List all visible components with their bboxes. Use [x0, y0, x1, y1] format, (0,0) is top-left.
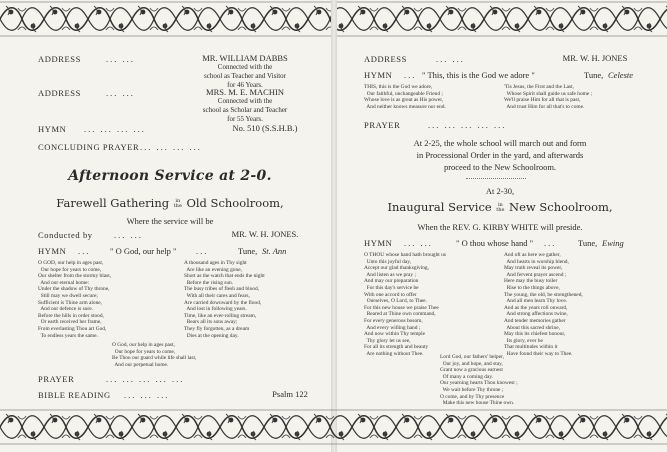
address-label: ADDRESS: [38, 54, 81, 64]
hymn-label: HYMN: [364, 238, 393, 248]
leader-dots: ... ...: [106, 88, 135, 98]
hymn-final-verse: O God, our help in ages past, Our hope for years to come, Be Thou our guard while life shall last, And our perpetual home.: [112, 342, 197, 368]
conductor-name: MR. W. H. JONES.: [231, 229, 299, 239]
prayer-label: PRAYER: [364, 120, 401, 130]
leader-dots: ... ... ... ...: [140, 142, 202, 152]
center-fold: [331, 0, 337, 452]
conducted-label: Conducted by: [38, 230, 93, 240]
leader-dots: ... ...: [436, 54, 465, 64]
leader-dots: ... ...: [106, 54, 135, 64]
psalm-reference: Psalm 122: [272, 389, 308, 399]
address-label: ADDRESS: [364, 54, 407, 64]
leader-dots: ...: [404, 70, 417, 80]
speaker-block: [170, 54, 320, 90]
leader-dots: ... ...: [114, 230, 143, 240]
heading-suffix: Old Schoolroom,: [186, 196, 284, 210]
speaker-block: [170, 88, 320, 124]
leader-dots: ... ... ... ...: [84, 124, 146, 134]
where-text: Where the service will be: [126, 216, 214, 226]
tune-label: Tune,: [578, 238, 598, 248]
leader-dots: ... ... ... ... ...: [428, 120, 507, 130]
speaker-line: for 55 Years.: [227, 115, 263, 123]
bible-label: BIBLE READING: [38, 390, 111, 400]
speaker-line: for 46 Years.: [227, 81, 263, 89]
bottom-ornamental-border: [0, 408, 667, 446]
heading-prefix: Inaugural Service: [387, 200, 492, 214]
hymn-title: " This, this is the God we adore ": [422, 70, 535, 80]
march-line: in Processional Order in the yard, and afterwards: [416, 150, 584, 160]
speaker-name: MRS. M. E. MACHIN: [206, 87, 284, 97]
presider-text: When the REV. G. KIRBY WHITE will preside.: [417, 222, 583, 232]
hymn-verses-col2: 'Tis Jesus, the First and the Last, Whose Spirit shall guide us safe home ; We'll praise Him for all that is past, And trust Him for all that's to come.: [504, 84, 593, 110]
afternoon-heading: Afternoon Service at 2-0.: [68, 168, 272, 184]
in-the: in the: [496, 202, 505, 213]
tune-label: Tune,: [238, 246, 258, 256]
right-page: [344, 40, 656, 406]
speaker-name: MR. W. H. JONES: [562, 53, 628, 63]
section-divider: [466, 178, 526, 183]
prayer-label: CONCLUDING PRAYER: [38, 142, 140, 152]
hymn-label: HYMN: [38, 124, 67, 134]
address-label: ADDRESS: [38, 88, 81, 98]
inaugural-heading: [344, 200, 656, 214]
heading-suffix: New Schoolroom,: [509, 200, 613, 214]
in-the: in the: [173, 198, 182, 209]
leader-dots: ... ... ...: [124, 390, 170, 400]
hymn-label: HYMN: [364, 70, 393, 80]
speaker-line: school as Teacher and Visitor: [203, 72, 287, 80]
leader-dots: ...: [196, 246, 209, 256]
march-line: At 2-25, the whole school will march out and form: [413, 138, 587, 148]
hymn-verses-col1: O GOD, our help in ages past, Our hope for years to come, Our shelter from the stormy blast, And our eternal home: Under the shadow of Thy throne, Still may we dwell secure; Sufficient is Thine arm alone, And our defence is sure. Before the hills in order stood, Or earth received her frame, From everlasting Thou art God, To endless years the same.: [38, 260, 112, 339]
heading-prefix: Farewell Gathering: [56, 196, 170, 210]
farewell-heading: [14, 196, 326, 210]
tune-name: Celeste: [608, 70, 634, 80]
tune-label: Tune,: [584, 70, 604, 80]
hymn-title: " O God, our help ": [110, 246, 177, 256]
tune-name: St. Ann: [262, 246, 287, 256]
hymn-number: No. 510 (S.S.H.B.): [232, 123, 298, 133]
speaker-line: Connected with the: [217, 97, 273, 105]
hymn-verses-col2: A thousand ages in Thy sight Are like an evening gone, Short as the watch that ends the night Before the rising sun. The busy tribes of flesh and blood, With all their cares and fears, Are carried downward by the flood, And lost in following years. Time, like an ever-rolling stream, Bears all its sons away; They fly forgotten, as a dream Dies at the opening day.: [184, 260, 265, 339]
hymn-title: " O thou whose hand ": [456, 238, 534, 248]
hymn-verses-col1: THIS, this is the God we adore, Our faithful, unchangeable Friend ; Whose love is as great as His power, And neither knows measure nor end.: [364, 84, 446, 110]
speaker-line: Connected with the: [217, 63, 273, 71]
hymn-label: HYMN: [38, 246, 67, 256]
left-page: [14, 40, 326, 406]
speaker-name: MR. WILLIAM DABBS: [202, 53, 288, 63]
speaker-line: school as Scholar and Teacher: [202, 106, 288, 114]
leader-dots: ... ...: [404, 238, 433, 248]
leader-dots: ...: [78, 246, 91, 256]
march-line: proceed to the New Schoolroom.: [443, 162, 557, 172]
prayer-label: PRAYER: [38, 374, 75, 384]
time-label: At 2-30,: [485, 186, 515, 196]
hymn-verses-col2: And oft as here we gather, And hearts in worship blend, May truth reveal its power, And fervent prayer ascend ; Here may the busy toiler Rise to the things above, The young, the old, be strengthened, And all men learn Thy love. And as the years roll onward, And strong affections twine, And tender memories gather About this sacred shrine, May this its chiefest honour, Its glory, ever be That multitudes within it Have found their way to Thee.: [504, 252, 583, 357]
tune-name: Ewing: [602, 238, 624, 248]
leader-dots: ...: [544, 238, 557, 248]
hymn-final-verse: Lord God, our fathers' helper, Our joy, and hope, and stay, Grant now a gracious earnest Of many a coming day. Our yearning hearts Thou knowest ; We wait before Thy throne ; O come, and by Thy presence Make this new house Thine own.: [440, 354, 518, 406]
hymn-verses-col1: O THOU whose hand hath brought us Unto this joyful day, Accept our glad thanksgiving, And listen as we pray ; And may our preparation For this day's service be With one accord to offer Ourselves, O Lord, to Thee. For this new house we praise Thee Reared at Thine own command, For every generous bosom, And every willing hand ; And now within Thy temple Thy glory let us see, For all its strength and beauty Are nothing without Thee.: [364, 252, 446, 357]
leader-dots: ... ... ... ... ...: [106, 374, 185, 384]
